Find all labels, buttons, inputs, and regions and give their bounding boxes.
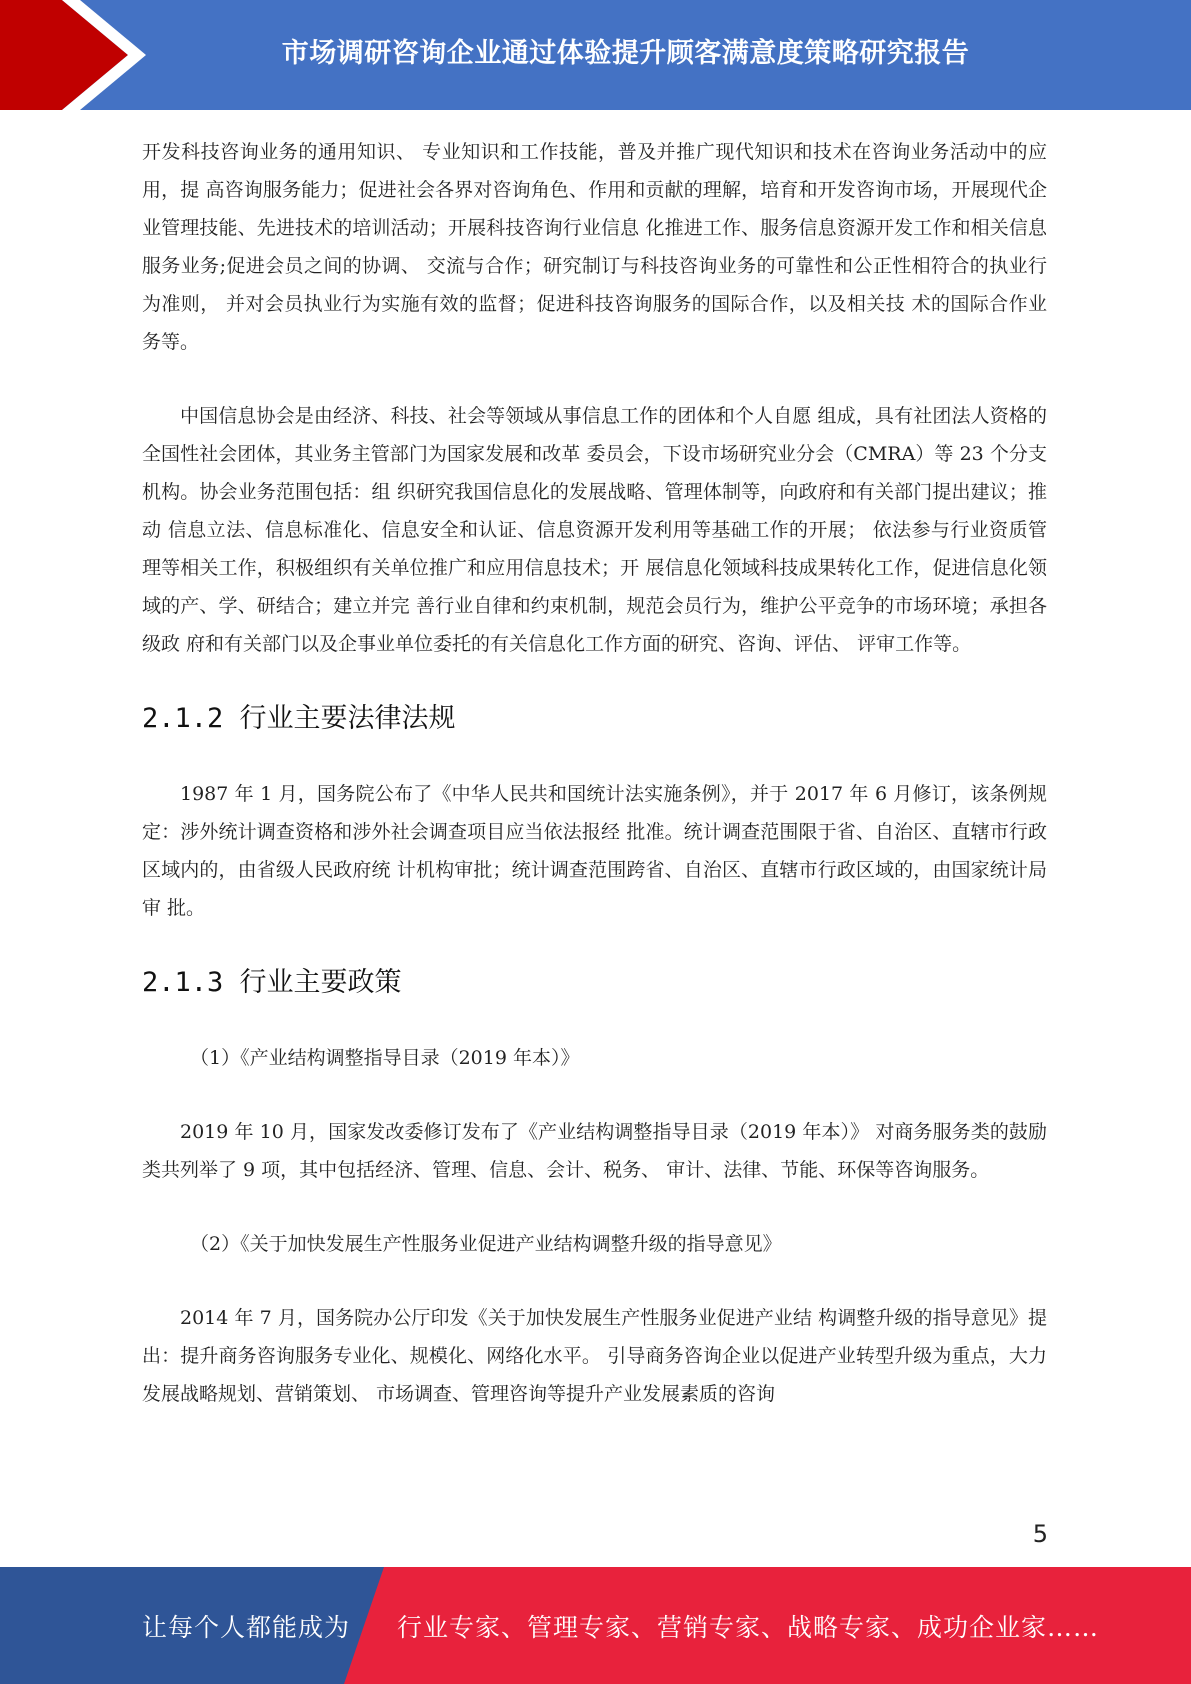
- body-paragraph: 1987 年 1 月，国务院公布了《中华人民共和国统计法实施条例》，并于 2017 年 6 月修订，该条例规定：涉外统计调查资格和涉外社会调查项目应当依法报经 批准。统计调查范围限于省、自治区、直辖市行政区域内的，由省级人民政府统 计机构审批；统计调查范围跨省、自治区、直辖市行政区域的，由国家统计局审 批。: [142, 783, 1047, 919]
- body-paragraph: 2014 年 7 月，国务院办公厅印发《关于加快发展生产性服务业促进产业结 构调整升级的指导意见》提出：提升商务咨询服务专业化、规模化、网络化水平。 引导商务咨询企业以促进产业转型升级为重点，大力发展战略规划、营销策划、 市场调查、管理咨询等提升产业发展素质的咨询: [142, 1307, 1047, 1405]
- header-chevron-decoration: [0, 0, 160, 110]
- policy-item: （1）《产业结构调整指导目录（2019 年本）》: [190, 1047, 580, 1069]
- page-number: 5: [1032, 1520, 1048, 1548]
- policy-item: （2）《关于加快发展生产性服务业促进产业结构调整升级的指导意见》: [190, 1233, 782, 1255]
- report-title: 市场调研咨询企业通过体验提升顾客满意度策略研究报告: [281, 37, 970, 69]
- footer-slogan-right: 行业专家、管理专家、营销专家、战略专家、成功企业家……: [397, 1612, 1100, 1642]
- body-paragraph: 开发科技咨询业务的通用知识、 专业知识和工作技能，普及并推广现代知识和技术在咨询业务活动中的应用，提 高咨询服务能力；促进社会各界对咨询角色、作用和贡献的理解，培育和开发咨询市场，开展现代企业管理技能、先进技术的培训活动；开展科技咨询行业信息 化推进工作、服务信息资源开发工作和相关信息服务业务;促进会员之间的协调、 交流与合作；研究制订与科技咨询业务的可靠性和公正性相符合的执业行为准则， 并对会员执业行为实施有效的监督；促进科技咨询服务的国际合作，以及相关技 术的国际合作业务等。: [142, 141, 1047, 353]
- footer-slogan-left: 让每个人都能成为: [142, 1612, 351, 1642]
- body-paragraph: 中国信息协会是由经济、科技、社会等领域从事信息工作的团体和个人自愿 组成，具有社团法人资格的全国性社会团体，其业务主管部门为国家发展和改革 委员会，下设市场研究业分会（CMRA）等 23 个分支机构。协会业务范围包括：组 织研究我国信息化的发展战略、管理体制等，向政府和有关部门提出建议；推动 信息立法、信息标准化、信息安全和认证、信息资源开发利用等基础工作的开展； 依法参与行业资质管理等相关工作，积极组织有关单位推广和应用信息技术；开 展信息化领域科技成果转化工作，促进信息化领域的产、学、研结合；建立并完 善行业自律和约束机制，规范会员行为，维护公平竞争的市场环境；承担各级政 府和有关部门以及企事业单位委托的有关信息化工作方面的研究、咨询、评估、 评审工作等。: [142, 405, 1047, 655]
- footer-band: [0, 1567, 1191, 1684]
- page-content: [142, 133, 1047, 1413]
- section-heading: 2.1.2 行业主要法律法规: [142, 703, 456, 734]
- header-band: [0, 0, 1191, 110]
- body-paragraph: 2019 年 10 月，国家发改委修订发布了《产业结构调整指导目录（2019 年本）》 对商务服务类的鼓励类共列举了 9 项，其中包括经济、管理、信息、会计、税务、 审计、法律、节能、环保等咨询服务。: [142, 1121, 1047, 1181]
- section-heading: 2.1.3 行业主要政策: [142, 967, 402, 998]
